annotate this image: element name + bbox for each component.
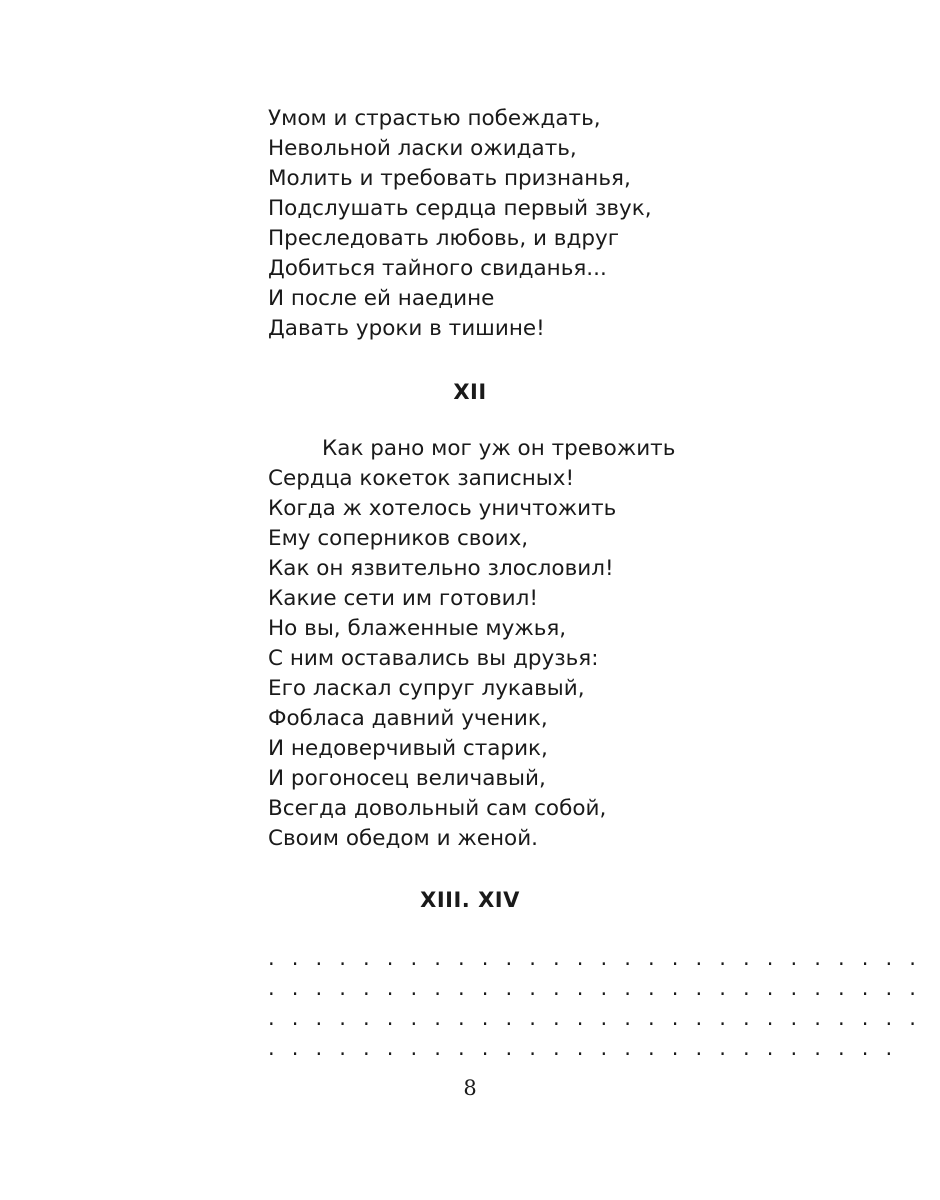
- omission-dot-line: . . . . . . . . . . . . . . . . . . . . . . . . . . .: [268, 1036, 898, 1060]
- verse-line: И недоверчивый старик,: [268, 736, 548, 761]
- verse-line: Молить и требовать признанья,: [268, 166, 631, 191]
- stanza-heading-xiii-xiv: XIII. XIV: [420, 888, 520, 912]
- stanza-heading-xii: XII: [453, 380, 487, 404]
- stanza-xii: [268, 434, 728, 854]
- verse-line: Невольной ласки ожидать,: [268, 136, 577, 161]
- stanza-xi-ending: [268, 104, 728, 344]
- omission-dot-line: . . . . . . . . . . . . . . . . . . . . . . . . . . . .: [268, 946, 922, 970]
- omitted-stanzas: [268, 943, 922, 1063]
- verse-line: И рогоносец величавый,: [268, 766, 546, 791]
- verse-line: Давать уроки в тишине!: [268, 316, 545, 341]
- page-number: 8: [463, 1076, 477, 1100]
- verse-line: И после ей наедине: [268, 286, 495, 311]
- verse-line: Своим обедом и женой.: [268, 826, 538, 851]
- verse-line: Как он язвительно злословил!: [268, 556, 614, 581]
- verse-line: Его ласкал супруг лукавый,: [268, 676, 585, 701]
- verse-line: Добиться тайного свиданья...: [268, 256, 607, 281]
- verse-line: Какие сети им готовил!: [268, 586, 538, 611]
- verse-line: Когда ж хотелось уничтожить: [268, 496, 617, 521]
- verse-line: Преследовать любовь, и вдруг: [268, 226, 620, 251]
- verse-line: С ним оставались вы друзья:: [268, 646, 599, 671]
- verse-line: Ему соперников своих,: [268, 526, 529, 551]
- verse-line: Всегда довольный сам собой,: [268, 796, 607, 821]
- verse-line: Как рано мог уж он тревожить: [322, 436, 676, 461]
- verse-line: Фобласа давний ученик,: [268, 706, 548, 731]
- omission-dot-line: . . . . . . . . . . . . . . . . . . . . . . . . . . . .: [268, 1006, 922, 1030]
- verse-line: Но вы, блаженные мужья,: [268, 616, 567, 641]
- verse-line: Умом и страстью побеждать,: [268, 106, 601, 131]
- verse-line: Подслушать сердца первый звук,: [268, 196, 652, 221]
- omission-dot-line: . . . . . . . . . . . . . . . . . . . . . . . . . . . .: [268, 976, 922, 1000]
- verse-line: Сердца кокеток записных!: [268, 466, 575, 491]
